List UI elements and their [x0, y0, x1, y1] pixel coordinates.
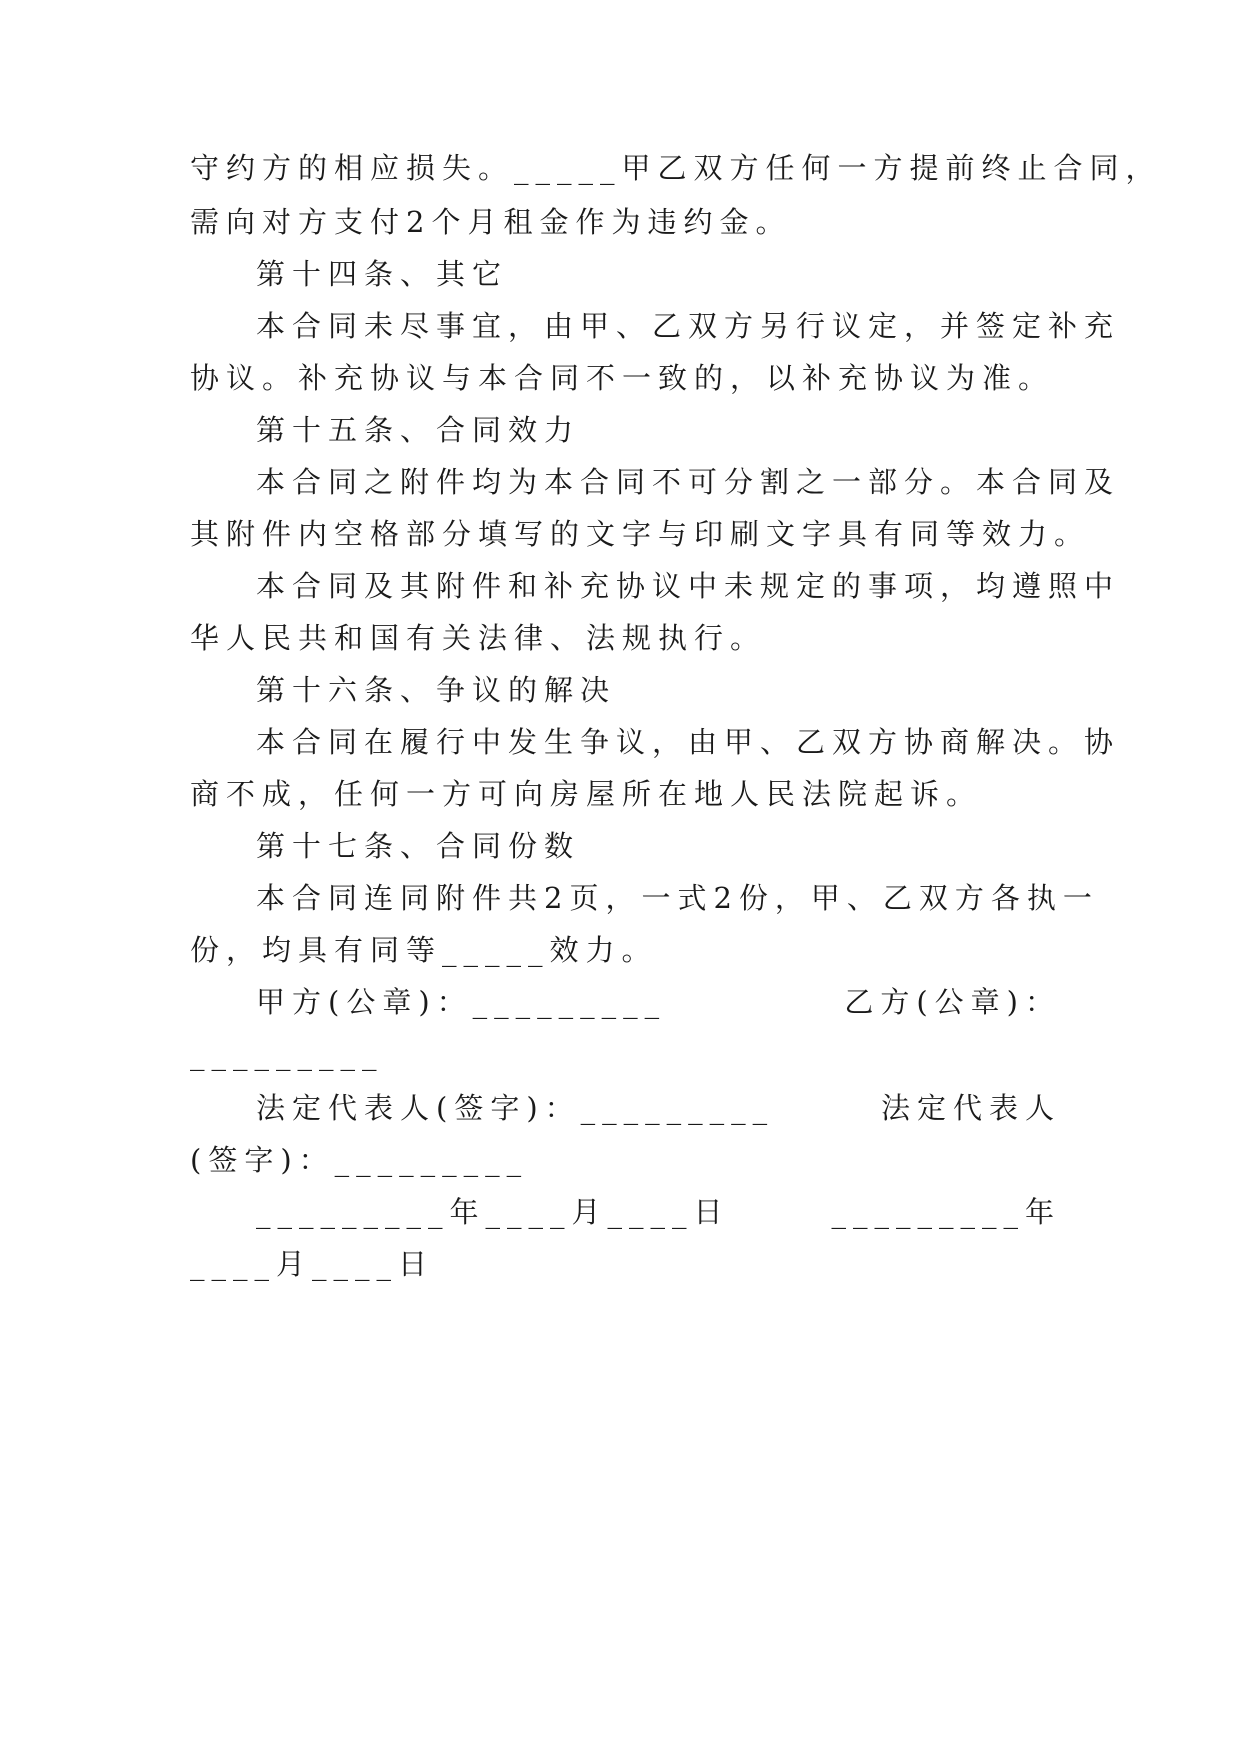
party-b-seal: 乙方(公章)： [844, 985, 1061, 1019]
article-heading: 第十四条、其它 [256, 257, 509, 291]
paragraph-line: 本合同之附件均为本合同不可分割之一部分。本合同及 [256, 465, 1121, 499]
paragraph-line: 本合同及其附件和补充协议中未规定的事项，均遵照中 [256, 569, 1121, 603]
article-heading: 第十五条、合同效力 [256, 413, 581, 447]
paragraph-line: 协议。补充协议与本合同不一致的，以补充协议为准。 [190, 361, 1055, 395]
party-b-representative: 法定代表人 [880, 1091, 1061, 1125]
article-heading: 第十七条、合同份数 [256, 829, 581, 863]
paragraph-line: 本合同未尽事宜，由甲、乙双方另行议定，并签定补充 [256, 309, 1121, 343]
party-b-seal-blank: _________ [190, 1037, 384, 1071]
party-a-date: _________年____月____日 [256, 1195, 730, 1229]
paragraph-line: 本合同连同附件共2页，一式2份，甲、乙双方各执一 [256, 881, 1099, 915]
paragraph-line: 其附件内空格部分填写的文字与印刷文字具有同等效力。 [190, 517, 1091, 551]
article-heading: 第十六条、争议的解决 [256, 673, 617, 707]
party-b-date: _________年 [831, 1195, 1061, 1229]
paragraph-line: 本合同在履行中发生争议，由甲、乙双方协商解决。协 [256, 725, 1121, 759]
paragraph-line: 守约方的相应损失。_____甲乙双方任何一方提前终止合同， [190, 151, 1162, 185]
party-b-date-cont: ____月____日 [190, 1247, 435, 1281]
paragraph-line: 份，均具有同等_____效力。 [190, 933, 658, 967]
party-a-representative: 法定代表人(签字)：_________ [256, 1091, 775, 1125]
paragraph-line: 需向对方支付2个月租金作为违约金。 [190, 205, 792, 239]
paragraph-line: 商不成，任何一方可向房屋所在地人民法院起诉。 [190, 777, 983, 811]
party-a-seal: 甲方(公章)：_________ [256, 985, 667, 1019]
paragraph-line: 华人民共和国有关法律、法规执行。 [190, 621, 767, 655]
party-b-representative-sign: (签字)：_________ [190, 1143, 529, 1177]
